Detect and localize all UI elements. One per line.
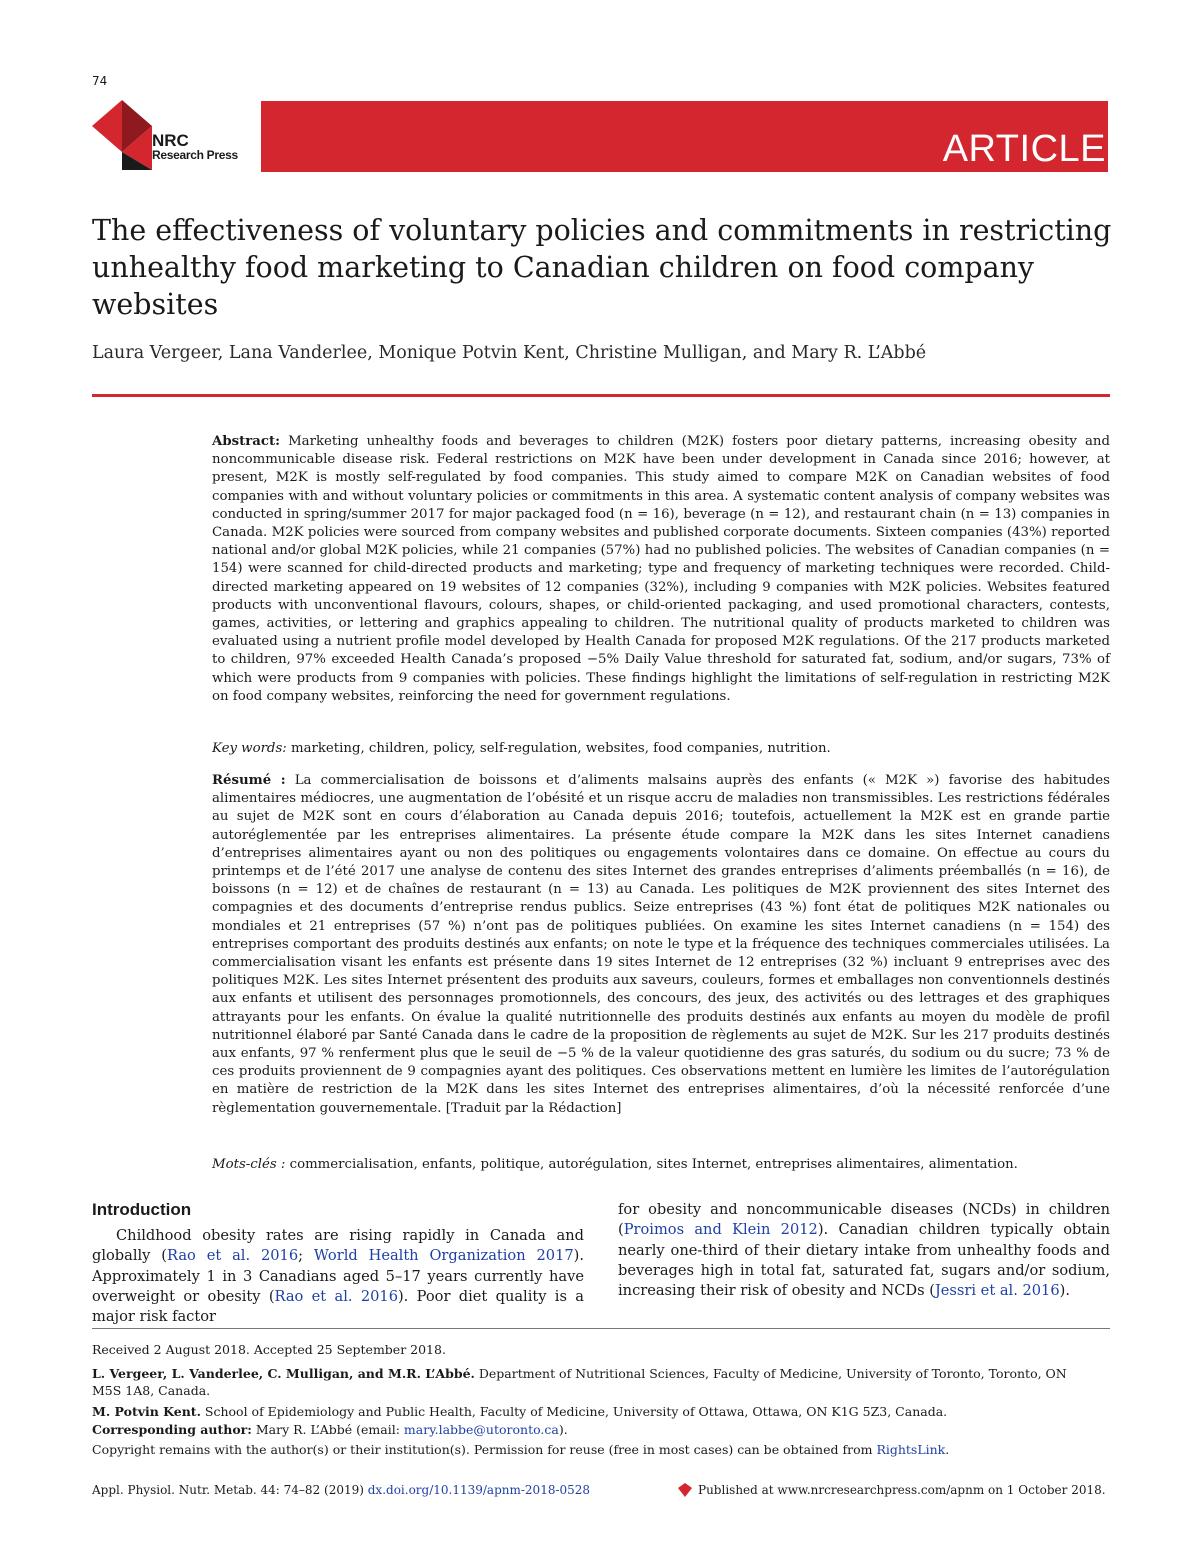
mots-cles-text: commercialisation, enfants, politique, autorégulation, sites Internet, entreprises alimentaires, alimentation. xyxy=(289,1157,1018,1172)
publisher-arrow-icon xyxy=(678,1483,692,1497)
text-span: Copyright remains with the author(s) or their institution(s). Permission for reuse (free in most cases) can be obtained from xyxy=(92,1442,877,1457)
banner-label: ARTICLE xyxy=(942,128,1106,170)
abstract-label: Abstract: xyxy=(212,434,281,449)
mots-cles xyxy=(212,1156,1110,1174)
intro-paragraph-2 xyxy=(618,1200,1110,1301)
keywords xyxy=(212,740,1110,758)
affiliation-2 xyxy=(92,1403,1092,1420)
citation-link[interactable]: Rao et al. 2016 xyxy=(274,1287,398,1305)
resume-label: Résumé : xyxy=(212,773,286,788)
abstract xyxy=(212,433,1110,706)
received-dates: Received 2 August 2018. Accepted 25 September 2018. xyxy=(92,1342,446,1357)
doi-link[interactable]: dx.doi.org/10.1139/apnm-2018-0528 xyxy=(367,1483,591,1497)
published-note: Published at www.nrcresearchpress.com/apnm on 1 October 2018. xyxy=(698,1483,1106,1497)
keywords-text: marketing, children, policy, self-regulation, websites, food companies, nutrition. xyxy=(290,741,831,756)
citation-link[interactable]: Rao et al. 2016 xyxy=(167,1247,299,1265)
page-number: 74 xyxy=(92,74,108,88)
corresponding-label: Corresponding author: xyxy=(92,1422,252,1437)
affiliation-names: M. Potvin Kent. xyxy=(92,1404,201,1419)
text-span: ). xyxy=(558,1422,568,1437)
mots-cles-label: Mots-clés : xyxy=(212,1157,286,1172)
logo-line-2: Research Press xyxy=(152,148,238,162)
text-span: ). Approximately 1 in 3 Canadians aged 5–17 years currently have overweight or obesity ( xyxy=(92,1247,584,1305)
affiliation-names: L. Vergeer, L. Vanderlee, C. Mulligan, and M.R. L’Abbé. xyxy=(92,1366,475,1381)
text-span: ). Canadian children typically obtain nearly one-third of their dietary intake from unhealthy foods and beverages high in total fat, saturated fat, sugars and/or sodium, increasing their risk of obesity and NCDs ( xyxy=(618,1221,1110,1300)
affiliation-text: Department of Nutritional Sciences, Faculty of Medicine, University of Toronto, Toronto, ON M5S 1A8, Canada. xyxy=(92,1366,1067,1398)
resume-text: La commercialisation de boissons et d’aliments malsains auprès des enfants (« M2K ») favorise des habitudes alimentaires médiocres, une augmentation de l’obésité et un risque accru de maladies non transmissibles. Les restrictions fédérales au sujet de M2K sont en cours d’élaboration au Canada depuis 2016; toutefois, actuellement la M2K est en grande partie autoréglementée par les entreprises alimentaires. La présente étude compare la M2K dans les sites Internet canadiens d’entreprises alimentaires ayant ou non des politiques ou engagements volontaires dans ce domaine. On effectue au cours du printemps et de l’été 2017 une analyse de contenu des sites Internet des grandes entreprises d’aliments préemballés (n = 16), de boissons (n = 12) et de chaînes de restaurant (n = 13) au Canada. Les politiques de M2K proviennent des sites Internet des compagnies et des documents d’entreprise rendus publics. Seize entreprises (43 %) font état de politiques M2K nationales ou mondiales et 21 entreprises (57 %) n’ont pas de politiques publiées. On examine les sites Internet canadiens (n = 154) des entreprises comportant des produits destinés aux enfants; on note le type et la fréquence des techniques commerciales utilisées. La commercialisation visant les enfants est présente dans 19 sites Internet de 12 entreprises (32 %) incluant 9 entreprises avec des politiques M2K. Les sites Internet présentent des produits aux saveurs, couleurs, formes et emballages non conventionnels destinés aux enfants et utilisent des personnages promotionnels, des concours, des jeux, des activités ou des lettrages et des graphiques attrayants pour les enfants. On évalue la qualité nutritionnelle des produits destinés aux enfants au moyen du modèle de profil nutritionnel élaboré par Santé Canada dans le cadre de la proposition de règlements au sujet de M2K. Sur les 217 produits destinés aux enfants, 97 % renferment plus que le seuil de −5 % de la valeur quotidienne des gras saturés, du sodium ou du sucre; 73 % de ces produits proviennent de 9 compagnies ayant des politiques. Ces observations mettent en lumière les limites de l’autorégulation en matière de restriction de la M2K dans les sites Internet des entreprises alimentaires, d’où la nécessité renforcée d’une règlementation gouvernementale. [Traduit par la Rédaction] xyxy=(212,773,1111,1116)
text-span: Childhood obesity rates are rising rapidly in Canada and globally ( xyxy=(92,1227,584,1265)
text-span: ). Poor diet quality is a major risk factor xyxy=(92,1287,585,1326)
citation-link[interactable]: Proimos and Klein 2012 xyxy=(623,1221,818,1239)
email-link[interactable]: mary.labbe@utoronto.ca xyxy=(403,1422,559,1437)
citation-link[interactable]: World Health Organization 2017 xyxy=(313,1247,574,1265)
copyright-notice xyxy=(92,1441,1092,1458)
citation-link[interactable]: Jessri et al. 2016 xyxy=(934,1282,1060,1300)
affiliation-text: School of Epidemiology and Public Health, Faculty of Medicine, University of Ottawa, Ottawa, ON K1G 5Z3, Canada. xyxy=(204,1404,948,1419)
publisher-logo-text xyxy=(152,133,238,163)
article-banner xyxy=(261,101,1108,172)
logo-line-1: NRC xyxy=(152,131,189,150)
text-span: ). xyxy=(1059,1282,1070,1300)
intro-paragraph-1 xyxy=(92,1226,584,1327)
author-list: Laura Vergeer, Lana Vanderlee, Monique Potvin Kent, Christine Mulligan, and Mary R. L’Abbé xyxy=(92,343,927,363)
text-span: Mary R. L’Abbé (email: xyxy=(255,1422,404,1437)
resume xyxy=(212,772,1110,1118)
article-title: The effectiveness of voluntary policies and commitments in restricting unhealthy food marketing to Canadian children on food company websites xyxy=(92,214,1112,321)
text-span: ; xyxy=(298,1247,314,1265)
keywords-label: Key words: xyxy=(212,741,287,756)
title-divider xyxy=(92,394,1110,397)
corresponding-author xyxy=(92,1421,1092,1438)
abstract-text: Marketing unhealthy foods and beverages to children (M2K) fosters poor dietary patterns, increasing obesity and noncommunicable disease risk. Federal restrictions on M2K have been under development in Canada since 2016; however, at present, M2K is mostly self-regulated by food companies. This study aimed to compare M2K on Canadian websites of food companies with and without voluntary policies or commitments in this area. A systematic content analysis of company websites was conducted in spring/summer 2017 for major packaged food (n = 16), beverage (n = 12), and restaurant chain (n = 13) companies in Canada. M2K policies were sourced from company websites and published corporate documents. Sixteen companies (43%) reported national and/or global M2K policies, while 21 companies (57%) had no published policies. The websites of Canadian companies (n = 154) were scanned for child-directed products and marketing; type and frequency of marketing techniques were recorded. Child-directed marketing appeared on 19 websites of 12 companies (32%), including 9 companies with M2K policies. Websites featured products with unconventional flavours, colours, shapes, or child-oriented packaging, and used promotional characters, contests, games, activities, or lettering and graphics appealing to children. The nutritional quality of products marketed to children was evaluated using a nutrient profile model developed by Health Canada for proposed M2K regulations. Of the 217 products marketed to children, 97% exceeded Health Canada’s proposed −5% Daily Value threshold for saturated fat, sodium, and/or sugars, 73% of which were products from 9 companies with policies. These findings highlight the limitations of self-regulation in restricting M2K on food company websites, reinforcing the need for government regulations. xyxy=(212,434,1110,704)
footnote-divider xyxy=(92,1328,1110,1329)
introduction-heading: Introduction xyxy=(92,1200,192,1219)
journal-citation xyxy=(92,1483,590,1497)
affiliation-1 xyxy=(92,1365,1092,1399)
rightslink-link[interactable]: RightsLink xyxy=(876,1442,946,1457)
text-span: for obesity and noncommunicable diseases (NCDs) in children ( xyxy=(618,1201,1110,1239)
text-span: . xyxy=(945,1442,950,1457)
citation-text: Appl. Physiol. Nutr. Metab. 44: 74–82 (2019) xyxy=(92,1483,368,1497)
